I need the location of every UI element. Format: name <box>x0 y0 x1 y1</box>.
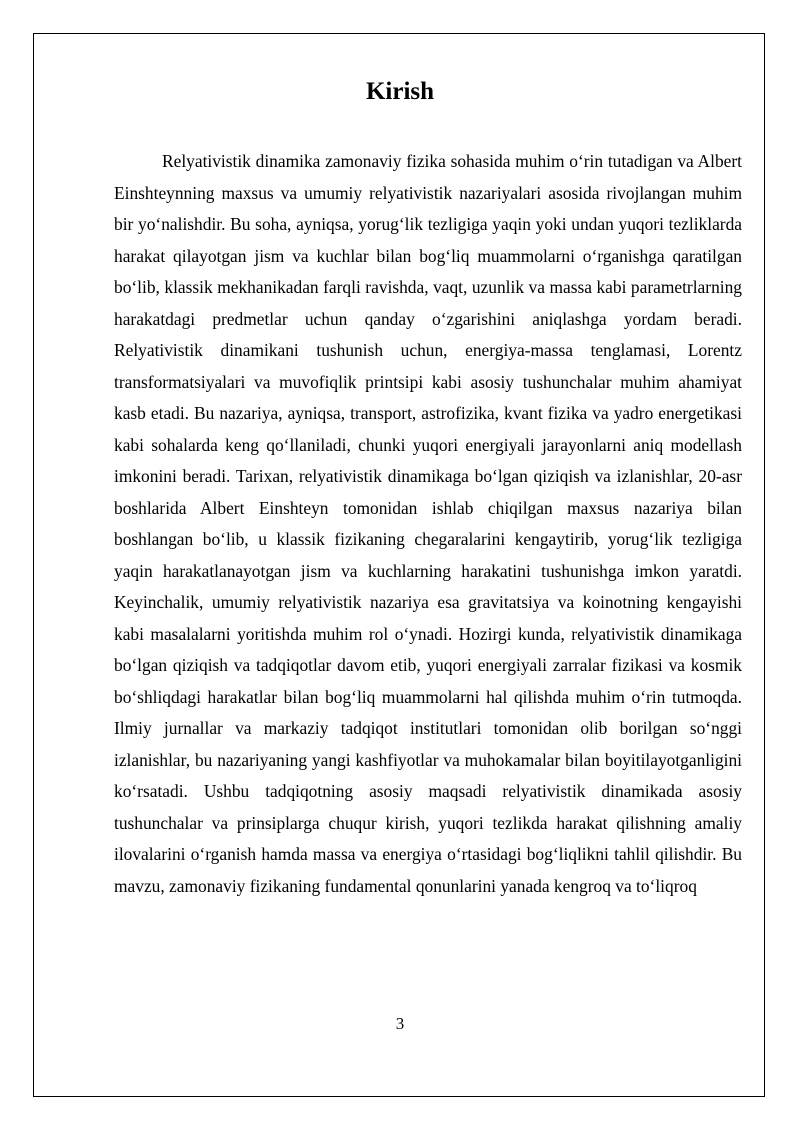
page-number: 3 <box>395 1014 405 1033</box>
page-title: Kirish <box>365 78 435 105</box>
body-paragraph: Relyativistik dinamika zamonaviy fizika sohasida muhim o‘rin tutadigan va Albert Einshteynning maxsus va umumiy relyativistik nazariyalari asosida rivojlangan muhim bir yo‘nalishdir. Bu soha, ayniqsa, yorug‘lik tezligiga yaqin yoki undan yuqori tezliklarda harakat qilayotgan jism va kuchlar bilan bog‘liq muammolarni o‘rganishga qaratilgan bo‘lib, klassik mekhanikadan farqli ravishda, vaqt, uzunlik va massa kabi parametrlarning harakatdagi predmetlar uchun qanday o‘zgarishini aniqlashga yordam beradi. Relyativistik dinamikani tushunish uchun, energiya-massa tenglamasi, Lorentz transformatsiyalari va muvofiqlik printsipi kabi asosiy tushunchalar muhim ahamiyat kasb etadi. Bu nazariya, ayniqsa, transport, astrofizika, kvant fizika va yadro energetikasi kabi sohalarda keng qo‘llaniladi, chunki yuqori energiyali jarayonlarni aniq modellash imkonini beradi. Tarixan, relyativistik dinamikaga bo‘lgan qiziqish va izlanishlar, 20-asr boshlarida Albert Einshteyn tomonidan ishlab chiqilgan maxsus nazariya bilan boshlangan bo‘lib, u klassik fizikaning chegaralarini kengaytirib, yorug‘lik tezligiga yaqin harakatlanayotgan jism va kuchlarning harakatini tushunishga imkon yaratdi. Keyinchalik, umumiy relyativistik nazariya esa gravitatsiya va koinotning kengayishi kabi masalalarni yoritishda muhim rol o‘ynadi. Hozirgi kunda, relyativistik dinamikaga bo‘lgan qiziqish va tadqiqotlar davom etib, yuqori energiyali zarralar fizikasi va kosmik bo‘shliqdagi harakatlar bilan bog‘liq muammolarni hal qilishda muhim o‘rin tutmoqda. Ilmiy jurnallar va markaziy tadqiqot institutlari tomonidan olib borilgan so‘nggi izlanishlar, bu nazariyaning yangi kashfiyotlar va muhokamalar bilan boyitilayotganligini ko‘rsatadi. Ushbu tadqiqotning asosiy maqsadi relyativistik dinamikada asosiy tushunchalar va prinsiplarga chuqur kirish, yuqori tezlikda harakat qilishning amaliy ilovalarini o‘rganish hamda massa va energiya o‘rtasidagi bog‘liqlikni tahlil qilishdir. Bu mavzu, zamonaviy fizikaning fundamental qonunlarini yanada kengroq va to‘liqroq <box>114 151 742 896</box>
